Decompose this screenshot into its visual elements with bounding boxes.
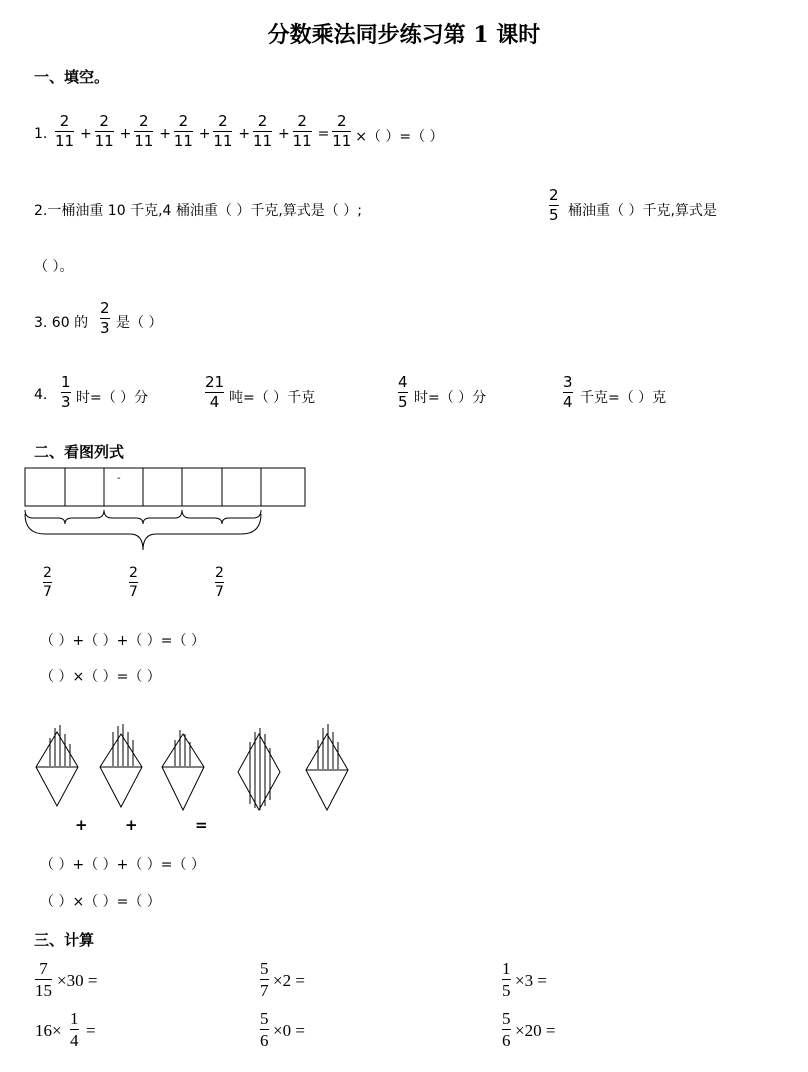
q4-number: 4. xyxy=(34,387,48,403)
q3-fraction-numerator: 2 xyxy=(100,299,110,317)
page-title: 分数乘法同步练习第 1 课时 xyxy=(267,22,541,48)
plus-sign-2: + xyxy=(125,816,138,834)
section2-fraction-2 xyxy=(129,566,138,599)
q1-fraction xyxy=(253,114,272,149)
cone-shape-5 xyxy=(306,724,348,810)
box-strip-outline xyxy=(25,468,305,506)
q4-item-4-text: 千克=（ ）克 xyxy=(580,390,667,406)
q4-fraction-4 xyxy=(563,375,573,410)
q1-fraction-denominator: 11 xyxy=(332,132,352,150)
calc-4-fraction xyxy=(70,1010,79,1049)
calc-5-denominator: 6 xyxy=(260,1031,269,1050)
q2-line2: （ ）。 xyxy=(34,259,74,275)
q1-fraction-numerator: 2 xyxy=(59,112,70,130)
q1-operator: + xyxy=(238,126,251,142)
q2-fraction xyxy=(549,188,559,223)
q4-item-3-text: 时=（ ）分 xyxy=(414,390,487,406)
q4-item-2-text: 吨=（ ）千克 xyxy=(229,390,316,406)
q1-fraction-denominator: 11 xyxy=(55,132,75,150)
calc-6-numerator: 5 xyxy=(502,1009,511,1028)
q1-fraction xyxy=(213,114,232,149)
calc-6-expression: ×20 = xyxy=(515,1021,556,1040)
q4-fraction-2-numerator: 21 xyxy=(205,373,225,391)
calc-5-numerator: 5 xyxy=(260,1009,269,1028)
q1-fraction-numerator: 2 xyxy=(336,112,347,130)
section2-fraction-2-denominator: 7 xyxy=(129,584,138,600)
q1-fraction xyxy=(55,114,74,149)
q1-fraction-denominator: 11 xyxy=(292,132,312,150)
q4-fraction-4-denominator: 4 xyxy=(563,393,573,411)
section2-fraction-3-numerator: 2 xyxy=(215,565,224,581)
box-mark: - xyxy=(117,473,121,484)
q4-fraction-2-denominator: 4 xyxy=(209,393,220,411)
q1-answer-blanks: ×（ ）=（ ） xyxy=(355,129,444,145)
q1-fraction-numerator: 2 xyxy=(257,112,268,130)
q1-fraction-numerator: 2 xyxy=(138,112,149,130)
cone-shape-2 xyxy=(100,724,142,807)
q1-fraction-numerator: 2 xyxy=(297,112,307,130)
q4-fraction-1-denominator: 3 xyxy=(61,393,71,411)
calc-3-fraction xyxy=(502,960,511,999)
q2-text-part2: 桶油重（ ）千克,算式是 xyxy=(568,203,717,219)
q1-fraction-denominator: 11 xyxy=(213,132,233,150)
equation-add-1: （ ）+（ ）+（ ）=（ ） xyxy=(40,633,205,649)
cone-shapes-diagram xyxy=(30,722,360,814)
section2-fraction-2-numerator: 2 xyxy=(129,565,138,581)
q1-fraction-denominator: 11 xyxy=(94,132,114,150)
q4-fraction-3 xyxy=(398,375,408,410)
q1-operator: + xyxy=(278,126,290,142)
q1-fraction xyxy=(134,114,153,149)
plus-sign-1: + xyxy=(75,816,88,834)
q1-operator: + xyxy=(198,126,211,142)
equation-multiply-1: （ ）×（ ）=（ ） xyxy=(40,669,161,685)
q4-fraction-3-numerator: 4 xyxy=(398,373,408,391)
q1-operator: + xyxy=(119,126,132,142)
section-calculate-heading: 三、计算 xyxy=(34,931,95,949)
q4-item-1-text: 时=（ ）分 xyxy=(76,390,149,406)
calc-4-prefix: 16× xyxy=(35,1021,62,1040)
calc-3-denominator: 5 xyxy=(502,981,511,1000)
q1-number: 1. xyxy=(34,126,48,142)
q4-fraction-3-denominator: 5 xyxy=(398,393,408,411)
equals-sign: = xyxy=(195,816,208,834)
small-brace-3 xyxy=(182,510,261,524)
q1-fraction xyxy=(174,114,193,149)
q2-text-part1: 2.一桶油重 10 千克,4 桶油重（ ）千克,算式是（ ）; xyxy=(34,203,362,219)
q2-fraction-numerator: 2 xyxy=(549,186,559,204)
calc-1-expression: ×30 = xyxy=(57,971,98,990)
q1-operator: + xyxy=(80,126,92,142)
q1-fraction-denominator: 11 xyxy=(253,132,273,150)
section-picture-equation-heading: 二、看图列式 xyxy=(34,443,125,461)
q1-fraction xyxy=(332,114,351,149)
q3-fraction-denominator: 3 xyxy=(100,319,110,337)
equation-multiply-2: （ ）×（ ）=（ ） xyxy=(40,894,161,910)
calc-4-denominator: 4 xyxy=(70,1031,79,1050)
q3-pre: 3. 60 的 xyxy=(34,315,89,331)
cone-shape-4 xyxy=(238,728,280,810)
calc-4-expression: = xyxy=(86,1021,96,1040)
calc-6-denominator: 6 xyxy=(502,1031,511,1050)
q1-fraction xyxy=(95,114,114,149)
cone-shape-1 xyxy=(36,725,78,806)
q1-operator: = xyxy=(317,126,330,142)
q1-fraction xyxy=(293,114,312,149)
q1-operator: + xyxy=(159,126,171,142)
section2-fraction-3-denominator: 7 xyxy=(215,584,224,600)
calc-2-denominator: 7 xyxy=(260,981,269,1000)
calc-5-expression: ×0 = xyxy=(273,1021,305,1040)
q4-fraction-1-numerator: 1 xyxy=(61,373,71,391)
q4-fraction-1 xyxy=(61,375,71,410)
section2-fraction-1-numerator: 2 xyxy=(43,565,52,581)
section-fill-blank-heading: 一、填空。 xyxy=(34,68,110,86)
calc-3-numerator: 1 xyxy=(502,959,511,978)
calc-2-expression: ×2 = xyxy=(273,971,305,990)
large-brace xyxy=(25,514,261,550)
q4-fraction-4-numerator: 3 xyxy=(563,373,573,391)
small-brace-2 xyxy=(104,510,182,524)
small-brace-1 xyxy=(25,510,104,524)
q4-fraction-2 xyxy=(205,375,224,410)
box-strip xyxy=(25,468,305,506)
section2-fraction-1 xyxy=(43,566,52,599)
q2-fraction-denominator: 5 xyxy=(549,206,559,224)
q3-post: 是（ ） xyxy=(116,315,163,331)
q3-fraction xyxy=(100,301,110,336)
q1-fraction-denominator: 11 xyxy=(173,132,193,150)
q1-fraction-numerator: 2 xyxy=(218,112,228,130)
equation-add-2: （ ）+（ ）+（ ）=（ ） xyxy=(40,857,205,873)
calc-6-fraction xyxy=(502,1010,511,1049)
section2-fraction-3 xyxy=(215,566,224,599)
calc-3-expression: ×3 = xyxy=(515,971,547,990)
calc-2-fraction xyxy=(260,960,269,999)
calc-1-denominator: 15 xyxy=(35,981,52,1000)
calc-1-numerator: 7 xyxy=(39,959,48,978)
calc-2-numerator: 5 xyxy=(260,959,269,978)
q1-fraction-denominator: 11 xyxy=(134,132,154,150)
cone-shape-3 xyxy=(162,730,204,810)
section2-fraction-1-denominator: 7 xyxy=(43,584,52,600)
calc-4-numerator: 1 xyxy=(70,1009,79,1028)
calc-5-fraction xyxy=(260,1010,269,1049)
box-strip-diagram xyxy=(20,464,320,556)
calc-1-fraction xyxy=(35,960,52,999)
q1-fraction-numerator: 2 xyxy=(178,112,189,130)
q1-fraction-numerator: 2 xyxy=(99,112,109,130)
